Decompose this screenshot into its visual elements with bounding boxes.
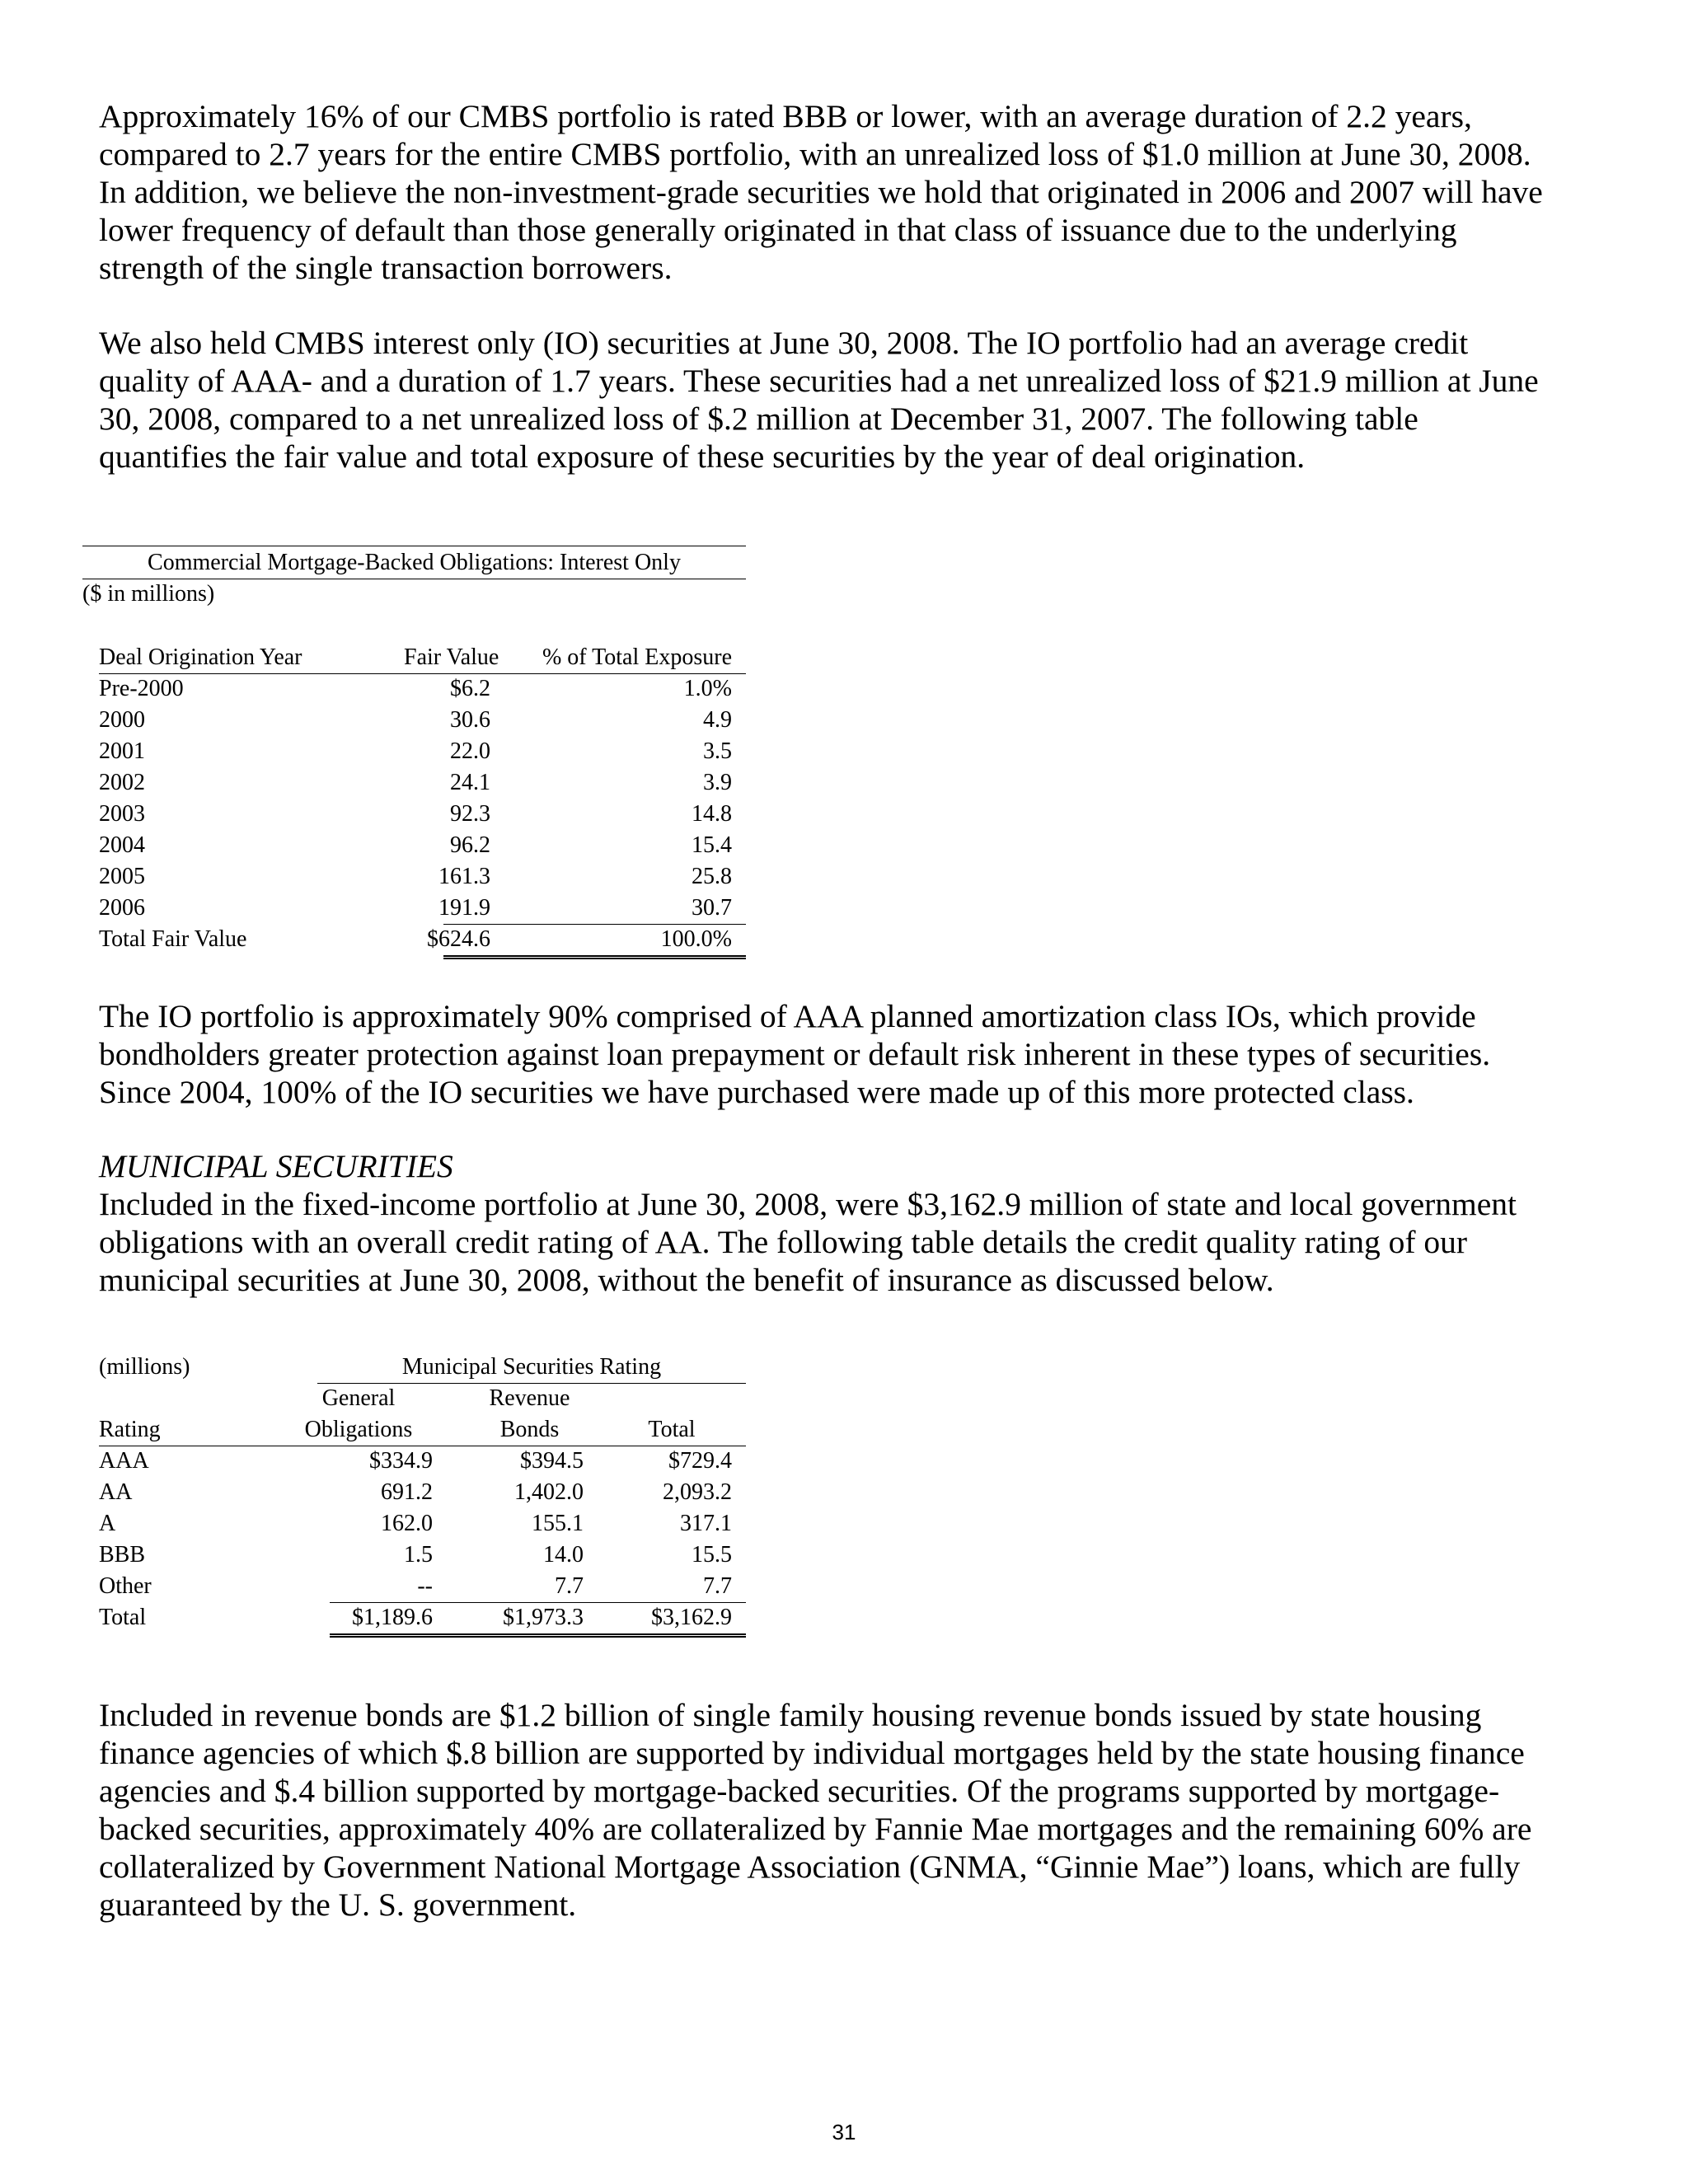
io-table-title-row	[82, 547, 746, 579]
muni-total-row	[82, 1602, 746, 1633]
io-cell-exposure: 30.7	[692, 895, 732, 921]
muni-header-total: Total	[648, 1417, 696, 1442]
muni-cell-total: 7.7	[703, 1573, 732, 1599]
muni-header-rating: Rating	[99, 1417, 161, 1442]
io-cell-exposure: 3.5	[703, 738, 732, 764]
io-header-fair-value: Fair Value	[404, 644, 499, 670]
muni-header-row-1	[82, 1383, 746, 1414]
muni-table-title: Municipal Securities Rating	[401, 1354, 662, 1380]
io-table-body	[82, 673, 746, 924]
io-cell-fair-value: $6.2	[450, 676, 490, 701]
paragraph-municipal: Included in the fixed-income portfolio at June 30, 2008, were $3,162.9 million of state and local government obligations with an overall credit rating of AA. The following table details the credit quality rating of our municipal securities at June 30, 2008, without the benefit of insurance as discussed below.	[99, 1186, 1517, 1298]
muni-cell-rating: A	[99, 1511, 116, 1536]
io-cell-exposure: 1.0%	[683, 676, 732, 701]
table-row	[82, 1508, 746, 1540]
io-cell-exposure: 3.9	[703, 770, 732, 795]
muni-cell-go: --	[417, 1573, 433, 1599]
io-cell-exposure: 25.8	[692, 864, 732, 889]
muni-cell-rating: Other	[99, 1573, 152, 1599]
muni-cell-rev: 155.1	[532, 1511, 584, 1536]
io-cell-year: 2006	[99, 895, 145, 921]
io-cell-fair-value: 24.1	[450, 770, 490, 795]
io-cell-exposure: 14.8	[692, 801, 732, 827]
io-cell-year: 2004	[99, 832, 145, 858]
total-double-rule	[443, 955, 746, 959]
io-table-units-row	[82, 579, 746, 610]
page-number: 31	[832, 2120, 856, 2144]
muni-cell-rev: 1,402.0	[514, 1479, 584, 1505]
io-cell-year: 2001	[99, 738, 145, 764]
muni-cell-rating: AAA	[99, 1448, 149, 1474]
muni-cell-go: $334.9	[369, 1448, 433, 1474]
muni-total-rev: $1,973.3	[503, 1605, 584, 1630]
table-row	[82, 736, 746, 767]
muni-total-double-rule	[330, 1633, 746, 1638]
muni-cell-rev: $394.5	[520, 1448, 584, 1474]
muni-header-row-2	[82, 1414, 746, 1446]
table-row	[82, 1571, 746, 1602]
io-table-header-row	[82, 642, 746, 673]
io-cell-fair-value: 96.2	[450, 832, 490, 858]
muni-total-label: Total	[99, 1605, 147, 1630]
muni-table-body	[82, 1446, 746, 1602]
io-table-title: Commercial Mortgage-Backed Obligations: Interest Only	[148, 550, 681, 575]
io-cell-fair-value: 92.3	[450, 801, 490, 827]
io-cell-fair-value: 161.3	[438, 864, 490, 889]
io-total-fair-value: $624.6	[427, 926, 490, 952]
muni-cell-go: 162.0	[381, 1511, 433, 1536]
io-cell-fair-value: 22.0	[450, 738, 490, 764]
muni-cell-rating: BBB	[99, 1542, 146, 1568]
io-cell-year: 2002	[99, 770, 145, 795]
muni-cell-total: $729.4	[668, 1448, 732, 1474]
io-cell-exposure: 15.4	[692, 832, 732, 858]
muni-total-go: $1,189.6	[352, 1605, 433, 1630]
muni-table-units: (millions)	[99, 1354, 190, 1380]
muni-header-go-2: Obligations	[304, 1417, 413, 1442]
muni-cell-go: 691.2	[381, 1479, 433, 1505]
muni-cell-rating: AA	[99, 1479, 133, 1505]
table-row	[82, 861, 746, 893]
muni-cell-total: 2,093.2	[663, 1479, 732, 1505]
paragraph-cmbs-io: We also held CMBS interest only (IO) securities at June 30, 2008. The IO portfolio had an average credit quality of AAA- and a duration of 1.7 years. These securities had a net unrealized loss of $21.9 million at June 30, 2008, compared to a net unrealized loss of $.2 million at December 31, 2007. The following table quantifies the fair value and total exposure of these securities by the year of deal origination.	[99, 325, 1539, 475]
muni-cell-total: 15.5	[692, 1542, 732, 1568]
muni-cell-go: 1.5	[404, 1542, 433, 1568]
io-cell-year: Pre-2000	[99, 676, 184, 701]
io-cell-year: 2005	[99, 864, 145, 889]
io-header-exposure: % of Total Exposure	[542, 644, 732, 670]
io-cell-fair-value: 30.6	[450, 707, 490, 733]
paragraph-cmbs-rating: Approximately 16% of our CMBS portfolio is rated BBB or lower, with an average duration of 2.2 years, compared to 2.7 years for the entire CMBS portfolio, with an unrealized loss of $1.0 million at June 30, 2008. In addition, we believe the non-investment-grade securities we hold that originated in 2006 and 2007 will have lower frequency of default than those generally originated in that class of issuance due to the underlying strength of the single transaction borrowers.	[99, 98, 1543, 286]
muni-cell-rev: 14.0	[543, 1542, 584, 1568]
table-row	[82, 767, 746, 799]
table-row	[82, 1477, 746, 1508]
io-cell-exposure: 4.9	[703, 707, 732, 733]
io-header-year: Deal Origination Year	[99, 644, 302, 670]
table-row	[82, 799, 746, 830]
table-row	[82, 830, 746, 861]
table-row	[82, 705, 746, 736]
municipal-securities-heading: MUNICIPAL SECURITIES	[99, 1148, 453, 1184]
paragraph-revenue-bonds: Included in revenue bonds are $1.2 billion of single family housing revenue bonds issued by state housing finance agencies of which $.8 billion are supported by individual mortgages held by the state housing finance agencies and $.4 billion supported by mortgage-backed securities. Of the programs supported by mortgage-backed securities, approximately 40% are collateralized by Fannie Mae mortgages and the remaining 60% are collateralized by Government National Mortgage Association (GNMA, “Ginnie Mae”) loans, which are fully guaranteed by the U. S. government.	[99, 1697, 1532, 1923]
muni-total-total: $3,162.9	[651, 1605, 732, 1630]
io-total-label: Total Fair Value	[99, 926, 247, 952]
io-table-total-row	[82, 924, 746, 955]
io-cell-year: 2000	[99, 707, 145, 733]
muni-header-go-1: General	[321, 1385, 396, 1411]
muni-header-rev-2: Bonds	[499, 1417, 560, 1442]
io-cell-year: 2003	[99, 801, 145, 827]
table-row	[82, 1446, 746, 1477]
paragraph-io-protection: The IO portfolio is approximately 90% comprised of AAA planned amortization class IOs, which provide bondholders greater protection against loan prepayment or default risk inherent in these types of securities. Since 2004, 100% of the IO securities we have purchased were made up of this more protected class.	[99, 998, 1491, 1110]
muni-cell-total: 317.1	[680, 1511, 732, 1536]
io-table-units: ($ in millions)	[82, 581, 215, 607]
table-row	[82, 1540, 746, 1571]
muni-header-rev-1: Revenue	[489, 1385, 570, 1411]
table-row	[82, 673, 746, 705]
muni-cell-rev: 7.7	[555, 1573, 584, 1599]
io-total-exposure: 100.0%	[660, 926, 732, 952]
table-row	[82, 893, 746, 924]
muni-table-title-row	[82, 1352, 746, 1383]
io-cell-fair-value: 191.9	[438, 895, 490, 921]
